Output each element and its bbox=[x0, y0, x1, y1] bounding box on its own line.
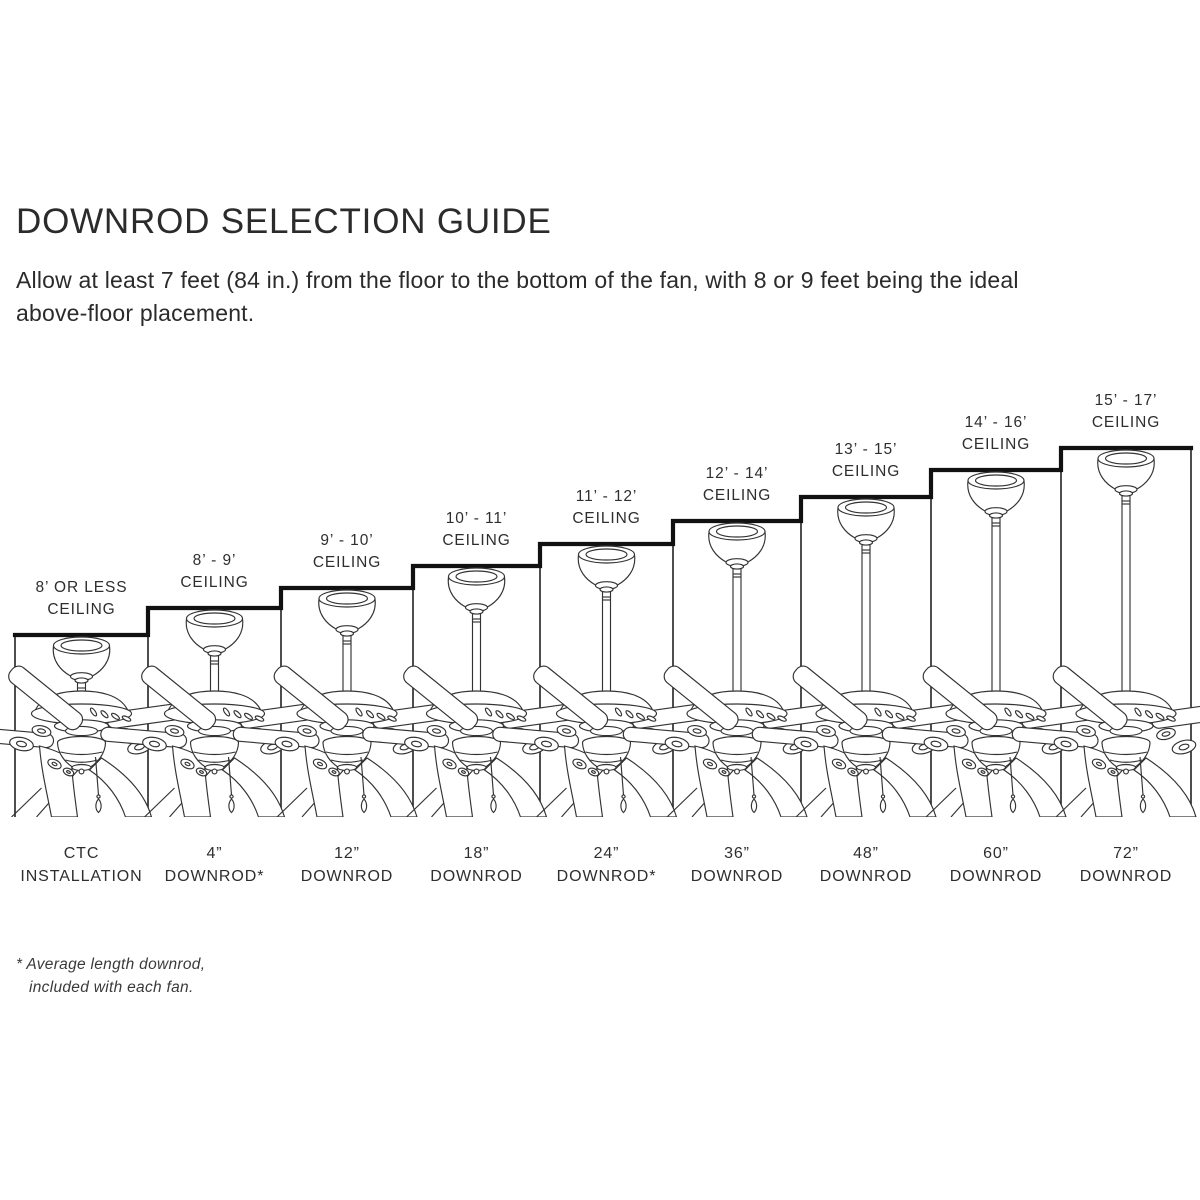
ceiling-label-line: 10’ - 11’ bbox=[445, 510, 508, 527]
downrod-label-line: DOWNROD* bbox=[556, 868, 657, 885]
downrod-label-line: DOWNROD bbox=[430, 868, 523, 885]
ceiling-fan bbox=[882, 472, 1097, 817]
downrod-label-4 bbox=[430, 842, 523, 888]
ceiling-label-line: 8’ - 9’ bbox=[192, 552, 237, 569]
ceiling-label-line: CEILING bbox=[180, 574, 249, 591]
ceiling-label-line: CEILING bbox=[442, 532, 511, 549]
page-title: DOWNROD SELECTION GUIDE bbox=[16, 202, 552, 241]
downrod-label-line: 36” bbox=[724, 845, 750, 862]
ceiling-label-line: CEILING bbox=[572, 510, 641, 527]
downrod-label-6 bbox=[691, 842, 784, 888]
ceiling-label-8 bbox=[962, 412, 1030, 456]
ceiling-label-5 bbox=[572, 486, 640, 530]
ceiling-label-line: 12’ - 14’ bbox=[705, 465, 769, 482]
ceiling-fan bbox=[1012, 450, 1200, 817]
downrod-label-8 bbox=[950, 842, 1043, 888]
downrod-label-line: DOWNROD bbox=[300, 868, 394, 885]
ceiling-label-line: CEILING bbox=[1091, 414, 1161, 431]
downrod-label-9 bbox=[1080, 842, 1173, 888]
intro-line-1: Allow at least 7 feet (84 in.) from the floor to the bottom of the fan, with 8 or 9 feet being the ideal bbox=[16, 267, 1019, 293]
ceiling-fan bbox=[752, 499, 967, 817]
downrod-label-line: INSTALLATION bbox=[20, 868, 143, 885]
downrod-label-line: DOWNROD bbox=[1079, 868, 1173, 885]
ceiling-label-6 bbox=[703, 463, 771, 507]
downrod-label-line: 48” bbox=[853, 845, 879, 862]
downrod-label-2 bbox=[165, 842, 265, 888]
ceiling-label-line: CEILING bbox=[702, 487, 772, 504]
downrod-label-line: DOWNROD* bbox=[164, 868, 265, 885]
intro-line-2: above-floor placement. bbox=[16, 300, 255, 326]
downrod-label-1 bbox=[20, 842, 142, 888]
ceiling-label-9 bbox=[1092, 390, 1160, 434]
downrod-label-line: 18” bbox=[463, 845, 490, 862]
ceiling-fan bbox=[0, 637, 182, 817]
ceiling-label-line: CEILING bbox=[47, 601, 116, 618]
footnote bbox=[16, 953, 205, 999]
downrod-label-line: 24” bbox=[593, 845, 620, 862]
ceiling-label-1 bbox=[36, 577, 128, 621]
ceiling-label-line: 8’ OR LESS bbox=[35, 579, 128, 596]
footnote-line-2: included with each fan. bbox=[29, 979, 194, 996]
downrod-label-line: 12” bbox=[334, 845, 360, 862]
ceiling-label-line: 14’ - 16’ bbox=[964, 414, 1028, 431]
downrod-label-line: 72” bbox=[1113, 845, 1139, 862]
ceiling-label-3 bbox=[313, 530, 381, 574]
ceiling-label-line: CEILING bbox=[831, 463, 901, 480]
footnote-line-1: * Average length downrod, bbox=[16, 956, 206, 973]
downrod-label-line: DOWNROD bbox=[690, 868, 784, 885]
ceiling-label-line: 9’ - 10’ bbox=[320, 532, 374, 549]
downrod-label-3 bbox=[301, 842, 394, 888]
ceiling-label-4 bbox=[442, 508, 510, 552]
downrod-label-line: DOWNROD bbox=[819, 868, 913, 885]
ceiling-label-line: 11’ - 12’ bbox=[575, 488, 638, 505]
ceiling-label-7 bbox=[832, 439, 900, 483]
downrod-label-line: 4” bbox=[206, 845, 223, 862]
downrod-label-5 bbox=[557, 842, 657, 888]
downrod-label-line: CTC bbox=[63, 845, 100, 862]
downrod-label-line: DOWNROD bbox=[949, 868, 1043, 885]
ceiling-label-line: 15’ - 17’ bbox=[1094, 392, 1158, 409]
ceiling-label-line: CEILING bbox=[961, 436, 1031, 453]
ceiling-label-2 bbox=[180, 550, 248, 594]
downrod-label-7 bbox=[820, 842, 913, 888]
downrod-label-line: 60” bbox=[983, 845, 1009, 862]
ceiling-label-line: 13’ - 15’ bbox=[834, 441, 898, 458]
ceiling-label-line: CEILING bbox=[312, 554, 382, 571]
